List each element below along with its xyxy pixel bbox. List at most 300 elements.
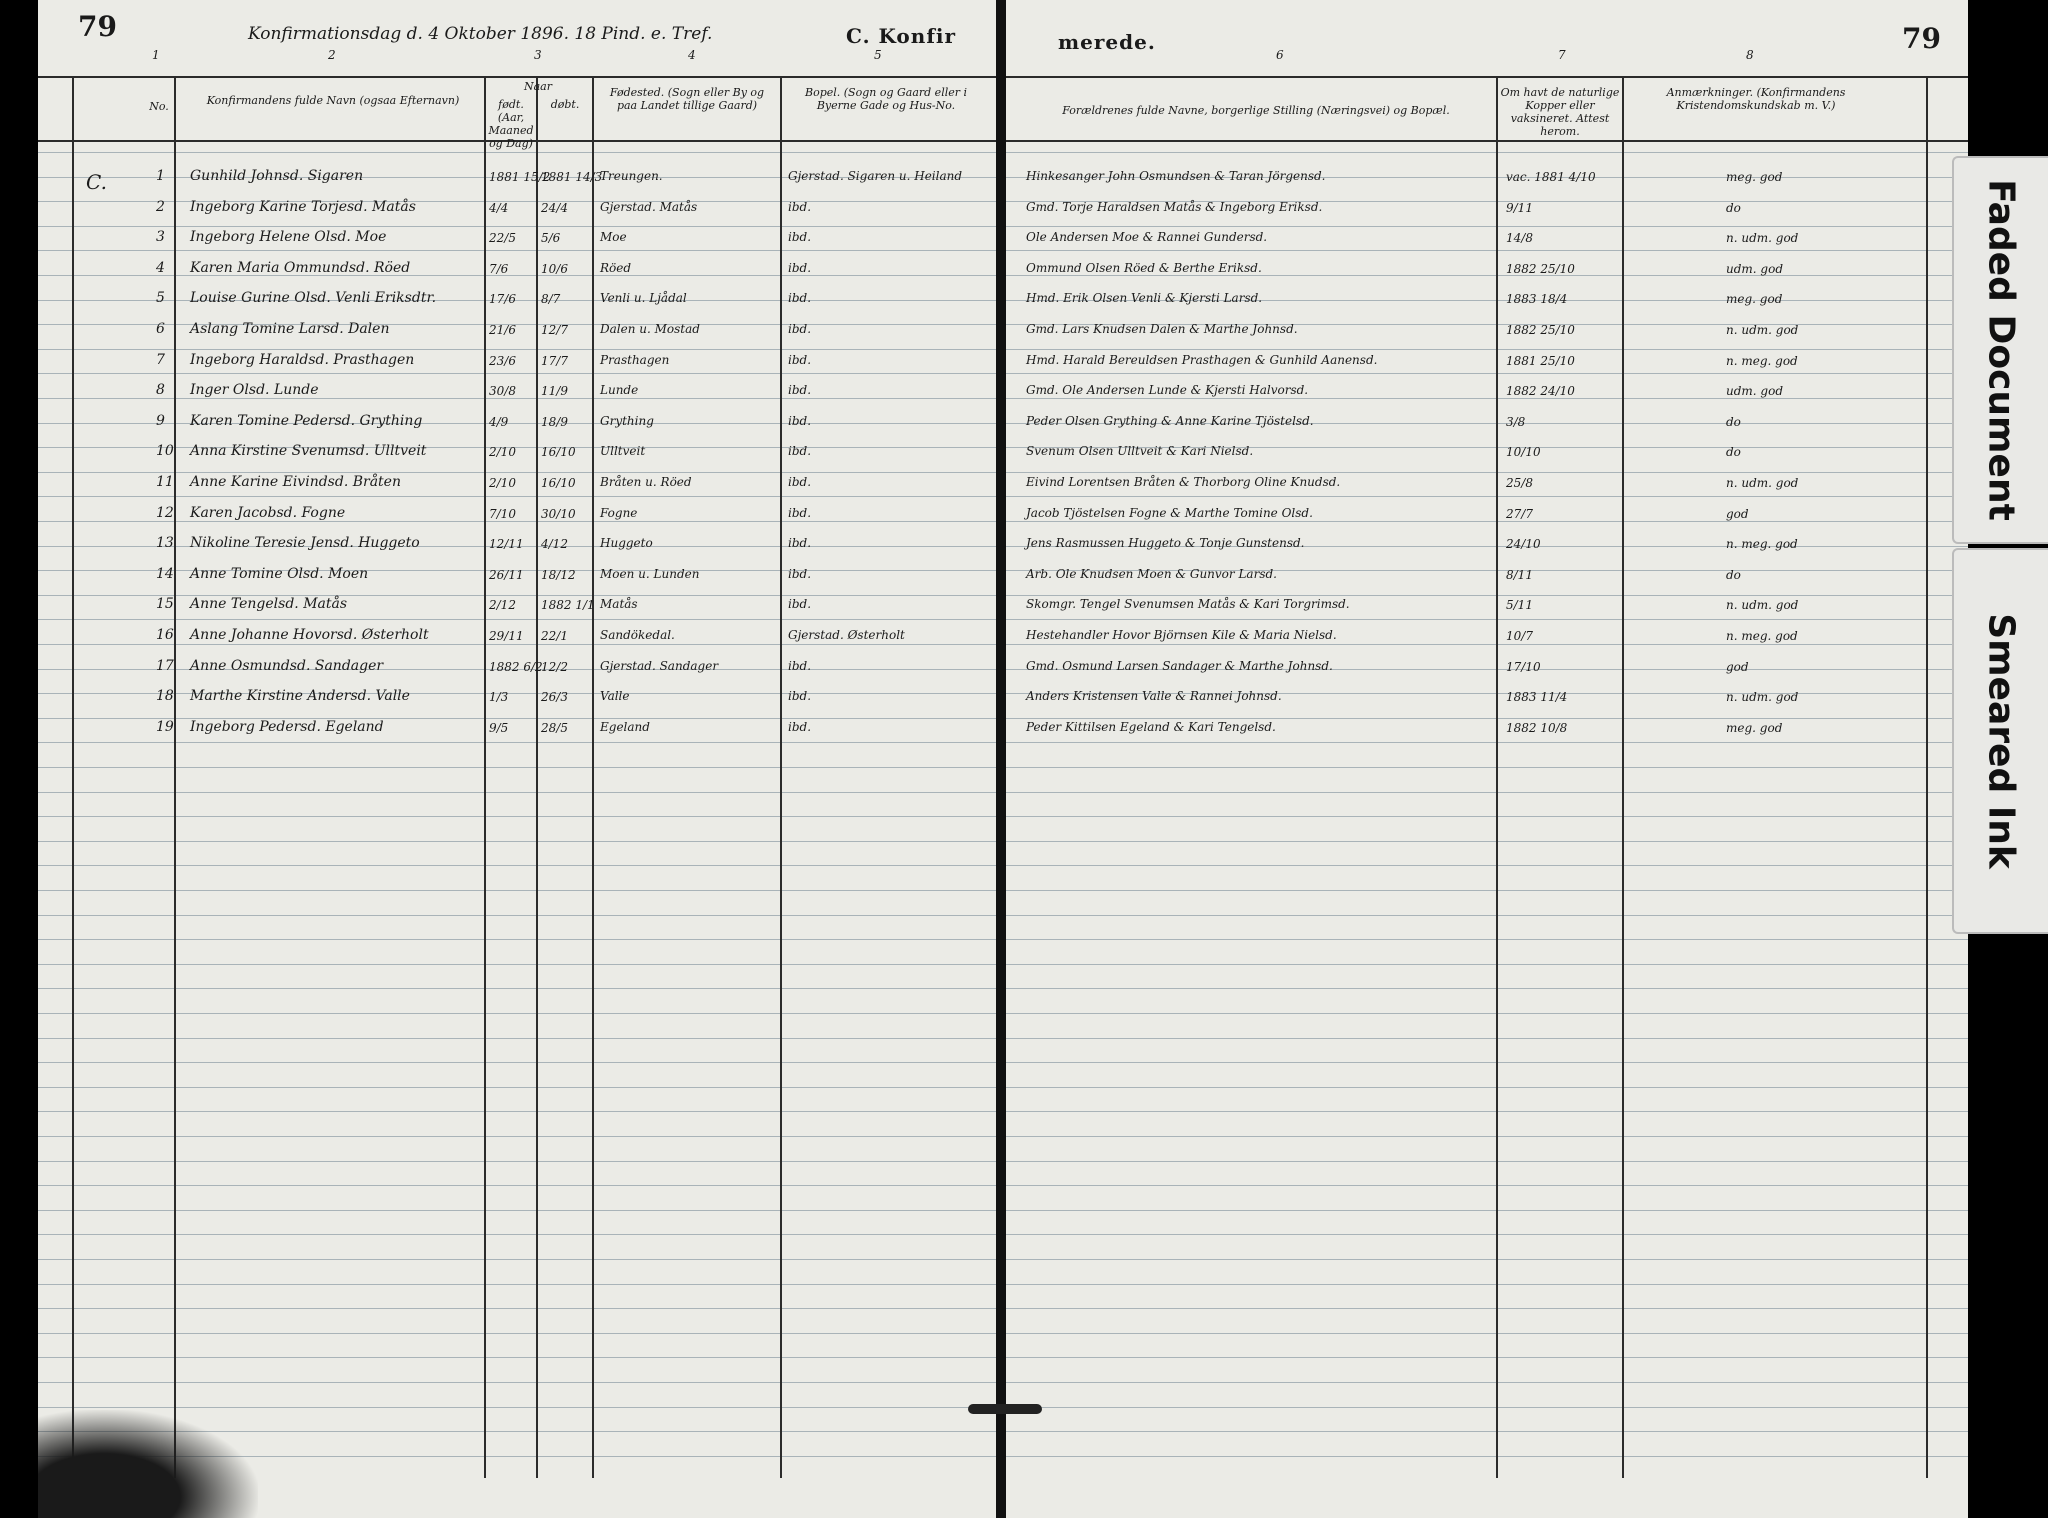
ruled-line <box>38 742 998 743</box>
birth-date: 30/8 <box>489 384 516 398</box>
parents: Skomgr. Tengel Svenumsen Matås & Kari Torgrimsd. <box>1026 597 1350 611</box>
confirmand-name: Marthe Kirstine Andersd. Valle <box>190 688 410 704</box>
birthplace: Venli u. Ljådal <box>600 291 687 305</box>
vaccination: 1882 25/10 <box>1506 262 1575 276</box>
row-number: 12 <box>156 505 174 521</box>
ruled-line <box>38 1161 998 1162</box>
thumb-shadow <box>38 1410 258 1518</box>
ruled-line <box>38 816 998 817</box>
column-divider <box>536 78 538 1478</box>
column-divider <box>1496 78 1498 1478</box>
ruled-line <box>38 472 998 473</box>
vaccination: 9/11 <box>1506 201 1533 215</box>
section-heading: C. Konfir <box>846 24 957 48</box>
birthplace: Lunde <box>600 383 639 397</box>
ruled-line <box>38 1038 998 1039</box>
ruled-line <box>1006 1161 1968 1162</box>
birth-date: 12/11 <box>489 537 524 551</box>
parents: Anders Kristensen Valle & Rannei Johnsd. <box>1026 689 1282 703</box>
baptism-date: 30/10 <box>541 507 576 521</box>
confirmand-name: Nikoline Teresie Jensd. Huggeto <box>190 535 420 551</box>
residence: ibd. <box>788 689 812 703</box>
residence: Gjerstad. Østerholt <box>788 628 905 642</box>
smeared-ink-tab[interactable] <box>1952 548 2048 934</box>
ruled-line <box>38 152 998 153</box>
header-top-rule <box>1006 76 1968 78</box>
ruled-line <box>38 1234 998 1235</box>
ruled-line <box>1006 915 1968 916</box>
column-divider <box>780 78 782 1478</box>
group-mark: C. <box>86 170 107 194</box>
ruled-line <box>1006 1087 1968 1088</box>
parents: Ole Andersen Moe & Rannei Gundersd. <box>1026 230 1268 244</box>
remark: do <box>1726 201 1741 215</box>
parents: Arb. Ole Knudsen Moen & Gunvor Larsd. <box>1026 567 1277 581</box>
ruled-line <box>38 1333 998 1334</box>
confirmand-name: Ingeborg Helene Olsd. Moe <box>190 229 387 245</box>
column-number: 6 <box>1276 48 1284 62</box>
ruled-line <box>1006 1185 1968 1186</box>
vaccination: 14/8 <box>1506 231 1533 245</box>
vaccination: 3/8 <box>1506 415 1526 429</box>
ruled-line <box>38 1210 998 1211</box>
birth-date: 2/10 <box>489 476 516 490</box>
confirmand-name: Anne Karine Eivindsd. Bråten <box>190 474 401 490</box>
confirmation-heading: Konfirmationsdag d. 4 Oktober 1896. 18 Pind. e. Tref. <box>248 24 713 44</box>
ruled-line <box>38 201 998 202</box>
remark: n. meg. god <box>1726 354 1798 368</box>
residence: ibd. <box>788 383 812 397</box>
ruled-line <box>38 1382 998 1383</box>
residence: ibd. <box>788 322 812 336</box>
column-number: 1 <box>152 48 160 62</box>
ruled-line <box>1006 1333 1968 1334</box>
birthplace: Matås <box>600 597 638 611</box>
ruled-line <box>38 1111 998 1112</box>
ruled-line <box>1006 1259 1968 1260</box>
vaccination: 1882 24/10 <box>1506 384 1575 398</box>
birthplace: Huggeto <box>600 536 653 550</box>
ruled-line <box>1006 1431 1968 1432</box>
row-number: 1 <box>156 168 165 184</box>
ruled-line <box>38 423 998 424</box>
ruled-line <box>1006 1456 1968 1457</box>
residence: ibd. <box>788 567 812 581</box>
column-number: 3 <box>534 48 542 62</box>
ruled-line <box>38 1308 998 1309</box>
baptism-date: 18/12 <box>541 568 576 582</box>
ruled-line <box>1006 644 1968 645</box>
ruled-line <box>38 398 998 399</box>
confirmand-name: Aslang Tomine Larsd. Dalen <box>190 321 390 337</box>
ruled-line <box>38 915 998 916</box>
birth-date: 17/6 <box>489 292 516 306</box>
residence: ibd. <box>788 200 812 214</box>
ruled-line <box>38 1087 998 1088</box>
remark: n. meg. god <box>1726 537 1798 551</box>
baptism-date: 8/7 <box>541 292 561 306</box>
header-bottom-rule <box>1006 140 1968 142</box>
ruled-line <box>1006 373 1968 374</box>
birthplace: Prasthagen <box>600 353 670 367</box>
ruled-line <box>1006 742 1968 743</box>
baptism-date: 22/1 <box>541 629 568 643</box>
row-number: 5 <box>156 290 165 306</box>
ruled-line <box>38 521 998 522</box>
page-number-left: 79 <box>78 10 117 43</box>
confirmand-name: Louise Gurine Olsd. Venli Eriksdtr. <box>190 290 437 306</box>
header-vaccine: Om havt de naturlige Kopper eller vaksineret. Attest herom. <box>1500 86 1620 138</box>
header-name: Konfirmandens fulde Navn (ogsaa Efternavn) <box>206 94 460 107</box>
ruled-line <box>1006 1234 1968 1235</box>
baptism-date: 10/6 <box>541 262 568 276</box>
remark: n. udm. god <box>1726 476 1799 490</box>
residence: ibd. <box>788 444 812 458</box>
section-heading-continued: merede. <box>1058 30 1156 54</box>
baptism-date: 16/10 <box>541 476 576 490</box>
residence: ibd. <box>788 536 812 550</box>
ruled-line <box>1006 152 1968 153</box>
birth-date: 22/5 <box>489 231 516 245</box>
ruled-line <box>38 1407 998 1408</box>
right-page <box>1006 0 1968 1518</box>
remark: meg. god <box>1726 721 1783 735</box>
binding-clip <box>968 1404 1042 1414</box>
ruled-line <box>38 865 998 866</box>
ruled-line <box>1006 1357 1968 1358</box>
confirmand-name: Inger Olsd. Lunde <box>190 382 319 398</box>
ruled-line <box>38 595 998 596</box>
ruled-line <box>1006 472 1968 473</box>
residence: Gjerstad. Sigaren u. Heiland <box>788 169 963 183</box>
ruled-line <box>1006 1308 1968 1309</box>
row-number: 15 <box>156 596 174 612</box>
ruled-line <box>38 324 998 325</box>
header-fodt: født. (Aar, Maaned og Dag) <box>488 98 534 150</box>
birthplace: Ulltveit <box>600 444 646 458</box>
ruled-line <box>38 349 998 350</box>
row-number: 18 <box>156 688 174 704</box>
birthplace: Gjerstad. Sandager <box>600 659 719 673</box>
remark: do <box>1726 568 1741 582</box>
confirmand-name: Ingeborg Pedersd. Egeland <box>190 719 384 735</box>
ruled-line <box>1006 398 1968 399</box>
row-number: 8 <box>156 382 165 398</box>
vaccination: 8/11 <box>1506 568 1533 582</box>
header-parents: Forældrenes fulde Navne, borgerlige Stilling (Næringsvei) og Bopæl. <box>1062 104 1450 117</box>
column-number: 4 <box>688 48 696 62</box>
header-bopel: Bopel. (Sogn og Gaard eller i Byerne Gade og Hus-No. <box>804 86 968 112</box>
left-page <box>38 0 998 1518</box>
confirmand-name: Gunhild Johnsd. Sigaren <box>190 168 364 184</box>
baptism-date: 16/10 <box>541 445 576 459</box>
remark: udm. god <box>1726 384 1784 398</box>
baptism-date: 28/5 <box>541 721 568 735</box>
birth-date: 1882 6/2 <box>489 660 543 674</box>
birth-date: 9/5 <box>489 721 509 735</box>
vaccination: 24/10 <box>1506 537 1541 551</box>
remark: meg. god <box>1726 170 1783 184</box>
remark: n. meg. god <box>1726 629 1798 643</box>
ruled-line <box>1006 1136 1968 1137</box>
ruled-line <box>1006 792 1968 793</box>
page-number-right: 79 <box>1902 22 1941 55</box>
birthplace: Treungen. <box>600 169 663 183</box>
row-number: 9 <box>156 413 165 429</box>
ruled-line <box>1006 964 1968 965</box>
vaccination: 1883 11/4 <box>1506 690 1568 704</box>
confirmand-name: Karen Jacobsd. Fogne <box>190 505 346 521</box>
row-number: 10 <box>156 443 174 459</box>
parents: Hmd. Erik Olsen Venli & Kjersti Larsd. <box>1026 291 1263 305</box>
ruled-line <box>1006 275 1968 276</box>
vaccination: 25/8 <box>1506 476 1533 490</box>
parents: Gmd. Ole Andersen Lunde & Kjersti Halvorsd. <box>1026 383 1309 397</box>
remark: n. udm. god <box>1726 690 1799 704</box>
birthplace: Röed <box>600 261 632 275</box>
confirmand-name: Anna Kirstine Svenumsd. Ulltveit <box>190 443 427 459</box>
ruled-line <box>1006 1407 1968 1408</box>
ruled-line <box>1006 1038 1968 1039</box>
vaccination: 17/10 <box>1506 660 1541 674</box>
birth-date: 4/9 <box>489 415 509 429</box>
confirmand-name: Karen Maria Ommundsd. Röed <box>190 260 411 276</box>
birthplace: Dalen u. Mostad <box>600 322 700 336</box>
vaccination: vac. 1881 4/10 <box>1506 170 1596 184</box>
parents: Ommund Olsen Röed & Berthe Eriksd. <box>1026 261 1262 275</box>
confirmand-name: Ingeborg Haraldsd. Prasthagen <box>190 352 415 368</box>
ruled-line <box>1006 988 1968 989</box>
ruled-line <box>38 693 998 694</box>
residence: ibd. <box>788 475 812 489</box>
column-number: 8 <box>1746 48 1754 62</box>
ruled-line <box>38 644 998 645</box>
ruled-line <box>1006 250 1968 251</box>
parents: Peder Kittilsen Egeland & Kari Tengelsd. <box>1026 720 1276 734</box>
ruled-line <box>38 496 998 497</box>
birth-date: 7/10 <box>489 507 516 521</box>
baptism-date: 12/2 <box>541 660 568 674</box>
baptism-date: 5/6 <box>541 231 561 245</box>
birthplace: Moen u. Lunden <box>600 567 700 581</box>
ruled-line <box>38 373 998 374</box>
parents: Gmd. Torje Haraldsen Matås & Ingeborg Eriksd. <box>1026 200 1323 214</box>
birth-date: 23/6 <box>489 354 516 368</box>
birthplace: Sandökedal. <box>600 628 675 642</box>
birthplace: Grything <box>600 414 654 428</box>
residence: ibd. <box>788 414 812 428</box>
ruled-line <box>1006 939 1968 940</box>
vaccination: 1883 18/4 <box>1506 292 1568 306</box>
smeared-ink-label: Smeared Ink <box>1980 613 2022 869</box>
column-divider <box>174 78 176 1478</box>
residence: ibd. <box>788 506 812 520</box>
vaccination: 10/7 <box>1506 629 1533 643</box>
birthplace: Moe <box>600 230 627 244</box>
vaccination: 1882 25/10 <box>1506 323 1575 337</box>
header-top-rule <box>38 76 998 78</box>
baptism-date: 17/7 <box>541 354 568 368</box>
ruled-line <box>1006 595 1968 596</box>
vaccination: 10/10 <box>1506 445 1541 459</box>
residence: ibd. <box>788 261 812 275</box>
birth-date: 2/10 <box>489 445 516 459</box>
birthplace: Gjerstad. Matås <box>600 200 698 214</box>
row-number: 7 <box>156 352 165 368</box>
confirmand-name: Anne Osmundsd. Sandager <box>190 658 384 674</box>
vaccination: 27/7 <box>1506 507 1533 521</box>
ruled-line <box>38 226 998 227</box>
ruled-line <box>1006 816 1968 817</box>
baptism-date: 24/4 <box>541 201 568 215</box>
parents: Gmd. Lars Knudsen Dalen & Marthe Johnsd. <box>1026 322 1298 336</box>
parents: Hestehandler Hovor Björnsen Kile & Maria Nielsd. <box>1026 628 1337 642</box>
ruled-line <box>38 1284 998 1285</box>
residence: ibd. <box>788 291 812 305</box>
ruled-line <box>38 1136 998 1137</box>
baptism-date: 11/9 <box>541 384 568 398</box>
ruled-line <box>1006 1013 1968 1014</box>
residence: ibd. <box>788 230 812 244</box>
header-remarks: Anmærkninger. (Konfirmandens Kristendomskundskab m. V.) <box>1666 86 1846 112</box>
residence: ibd. <box>788 659 812 673</box>
remark: n. udm. god <box>1726 231 1799 245</box>
column-divider <box>484 78 486 1478</box>
baptism-date: 1881 14/3 <box>541 170 603 184</box>
confirmand-name: Karen Tomine Pedersd. Grything <box>190 413 423 429</box>
ruled-line <box>38 964 998 965</box>
confirmand-name: Anne Tomine Olsd. Moen <box>190 566 369 582</box>
row-number: 14 <box>156 566 174 582</box>
ruled-line <box>38 767 998 768</box>
remark: do <box>1726 415 1741 429</box>
ruled-line <box>1006 890 1968 891</box>
header-naar: Naar <box>524 80 552 93</box>
residence: ibd. <box>788 597 812 611</box>
ruled-line <box>38 1185 998 1186</box>
ruled-line <box>38 939 998 940</box>
vaccination: 1881 25/10 <box>1506 354 1575 368</box>
ruled-line <box>38 1259 998 1260</box>
row-number: 17 <box>156 658 174 674</box>
row-number: 6 <box>156 321 165 337</box>
remark: n. udm. god <box>1726 323 1799 337</box>
column-number: 5 <box>874 48 882 62</box>
confirmand-name: Anne Tengelsd. Matås <box>190 596 348 612</box>
row-number: 19 <box>156 719 174 735</box>
column-divider <box>72 78 74 1478</box>
ruled-line <box>1006 1111 1968 1112</box>
birth-date: 29/11 <box>489 629 524 643</box>
birthplace: Egeland <box>600 720 650 734</box>
baptism-date: 18/9 <box>541 415 568 429</box>
birth-date: 4/4 <box>489 201 509 215</box>
remark: n. udm. god <box>1726 598 1799 612</box>
ruled-line <box>38 275 998 276</box>
faded-document-label: Faded Document <box>1980 179 2022 521</box>
baptism-date: 26/3 <box>541 690 568 704</box>
birth-date: 26/11 <box>489 568 524 582</box>
parents: Hinkesanger John Osmundsen & Taran Jörgensd. <box>1026 169 1326 183</box>
row-number: 13 <box>156 535 174 551</box>
ruled-line <box>38 619 998 620</box>
remark: do <box>1726 445 1741 459</box>
birth-date: 2/12 <box>489 598 516 612</box>
ruled-line <box>1006 841 1968 842</box>
vaccination: 1882 10/8 <box>1506 721 1568 735</box>
column-divider <box>1622 78 1624 1478</box>
remark: meg. god <box>1726 292 1783 306</box>
header-fodested: Fødested. (Sogn eller By og paa Landet tillige Gaard) <box>609 86 765 112</box>
birthplace: Bråten u. Röed <box>600 475 692 489</box>
row-number: 2 <box>156 199 165 215</box>
row-number: 11 <box>156 474 174 490</box>
column-divider <box>592 78 594 1478</box>
ruled-line <box>1006 349 1968 350</box>
residence: ibd. <box>788 720 812 734</box>
birth-date: 21/6 <box>489 323 516 337</box>
parents: Jacob Tjöstelsen Fogne & Marthe Tomine Olsd. <box>1026 506 1313 520</box>
ruled-line <box>38 1062 998 1063</box>
remark: god <box>1726 660 1749 674</box>
vaccination: 5/11 <box>1506 598 1533 612</box>
birth-date: 7/6 <box>489 262 509 276</box>
parents: Eivind Lorentsen Bråten & Thorborg Oline Knudsd. <box>1026 475 1341 489</box>
parents: Peder Olsen Grything & Anne Karine Tjöstelsd. <box>1026 414 1314 428</box>
ruled-line <box>1006 521 1968 522</box>
ruled-line <box>1006 1210 1968 1211</box>
row-number: 3 <box>156 229 165 245</box>
row-number: 4 <box>156 260 165 276</box>
ruled-line <box>38 250 998 251</box>
birth-date: 1881 15/2 <box>489 170 551 184</box>
birthplace: Valle <box>600 689 630 703</box>
faded-document-tab[interactable] <box>1952 156 2048 544</box>
header-no: No. <box>149 100 169 113</box>
header-dobt: døbt. <box>550 98 580 111</box>
column-divider <box>1926 78 1928 1478</box>
parents: Jens Rasmussen Huggeto & Tonje Gunstensd. <box>1026 536 1305 550</box>
ruled-line <box>38 1357 998 1358</box>
birth-date: 1/3 <box>489 690 509 704</box>
row-number: 16 <box>156 627 174 643</box>
parents: Gmd. Osmund Larsen Sandager & Marthe Johnsd. <box>1026 659 1333 673</box>
ruled-line <box>38 988 998 989</box>
ruled-line <box>1006 865 1968 866</box>
parents: Hmd. Harald Bereuldsen Prasthagen & Gunhild Aanensd. <box>1026 353 1378 367</box>
ruled-line <box>38 447 998 448</box>
ruled-line <box>1006 1382 1968 1383</box>
ruled-line <box>38 841 998 842</box>
ruled-line <box>38 792 998 793</box>
confirmand-name: Anne Johanne Hovorsd. Østerholt <box>190 627 429 643</box>
ruled-line <box>1006 1284 1968 1285</box>
baptism-date: 4/12 <box>541 537 568 551</box>
column-number: 7 <box>1558 48 1566 62</box>
ruled-line <box>38 300 998 301</box>
ruled-line <box>38 890 998 891</box>
baptism-date: 12/7 <box>541 323 568 337</box>
ruled-line <box>1006 718 1968 719</box>
baptism-date: 1882 1/1 <box>541 598 595 612</box>
ruled-line <box>1006 226 1968 227</box>
ruled-line <box>1006 619 1968 620</box>
residence: ibd. <box>788 353 812 367</box>
birthplace: Fogne <box>600 506 638 520</box>
ruled-line <box>38 718 998 719</box>
ruled-line <box>1006 496 1968 497</box>
remark: udm. god <box>1726 262 1784 276</box>
